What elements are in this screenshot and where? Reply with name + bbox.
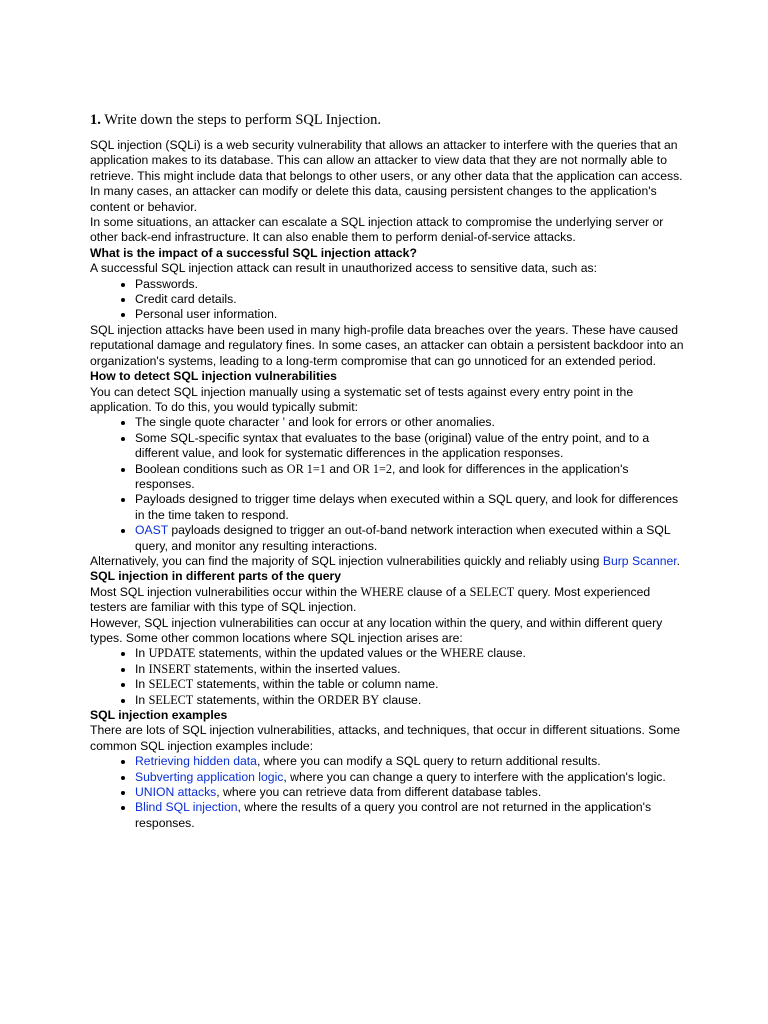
code-snippet: OR 1=2 bbox=[352, 461, 392, 476]
list-item: • Credit card details. bbox=[135, 292, 684, 307]
text: statements, within the bbox=[193, 692, 318, 707]
text: , and look for differences in the application's responses. bbox=[135, 461, 629, 491]
list-item: • Passwords. bbox=[135, 277, 684, 292]
text: and look for errors or other anomalies. bbox=[284, 415, 495, 430]
question-title bbox=[90, 110, 684, 130]
code-snippet: ORDER BY bbox=[317, 692, 380, 707]
text: The single quote character bbox=[135, 415, 283, 430]
list-item bbox=[135, 646, 684, 661]
code-snippet: UPDATE bbox=[148, 646, 196, 661]
text: statements, within the table or column name. bbox=[193, 677, 439, 692]
examples-list bbox=[90, 754, 684, 831]
text: . bbox=[676, 553, 681, 568]
text: , where you can change a query to interfere with the application's logic. bbox=[283, 769, 666, 784]
burp-scanner-link[interactable]: Burp Scanner bbox=[602, 553, 677, 568]
list-item bbox=[135, 785, 684, 800]
code-snippet: WHERE bbox=[440, 646, 484, 661]
examples-lead: There are lots of SQL injection vulnerabilities, attacks, and techniques, that occur in different situations. Some common SQL injection examples include: bbox=[90, 723, 681, 753]
text: , where you can modify a SQL query to return additional results. bbox=[256, 754, 601, 769]
code-snippet: SELECT bbox=[148, 677, 194, 692]
impact-lead: A successful SQL injection attack can result in unauthorized access to sensitive data, such as: bbox=[90, 261, 597, 276]
blind-sql-injection-link[interactable]: Blind SQL injection bbox=[135, 800, 238, 815]
text: Boolean conditions such as bbox=[135, 461, 287, 476]
detect-list bbox=[90, 415, 684, 554]
code-snippet: WHERE bbox=[360, 584, 404, 599]
list-item: • Payloads designed to trigger time delays when executed within a SQL query, and look for differences in the time taken to respond. bbox=[135, 492, 684, 523]
question-text: Write down the steps to perform SQL Injection. bbox=[100, 112, 381, 128]
list-item bbox=[135, 677, 684, 692]
text: statements, within the updated values or the bbox=[195, 646, 441, 661]
text: payloads designed to trigger an out-of-band network interaction when executed within a SQL query, and monitor any resulting interactions. bbox=[135, 523, 671, 553]
list-item bbox=[135, 770, 684, 785]
question-number: 1. bbox=[90, 112, 101, 128]
parts-paragraph-2: However, SQL injection vulnerabilities can occur at any location within the query, and within different query types. Some other common locations where SQL injection arises are: bbox=[90, 615, 663, 645]
detect-heading: How to detect SQL injection vulnerabilities bbox=[90, 369, 337, 384]
impact-list bbox=[90, 277, 684, 323]
text: Alternatively, you can find the majority of SQL injection vulnerabilities quickly and reliably using bbox=[90, 553, 603, 568]
impact-after: SQL injection attacks have been used in many high-profile data breaches over the years. These have caused reputational damage and regulatory fines. In some cases, an attacker can obtain a persistent backdoor into an organization's systems, leading to a long-term compromise that can go unnoticed for an extended period. bbox=[90, 322, 684, 368]
code-snippet: SELECT bbox=[148, 692, 194, 707]
intro-paragraph-1: SQL injection (SQLi) is a web security vulnerability that allows an attacker to interfere with the queries that an application makes to its database. This can allow an attacker to view data that they are not normally able to retrieve. This might include data that belongs to other users, or any other data that the application can access. In many cases, an attacker can modify or delete this data, causing persistent changes to the application's content or behavior. bbox=[90, 138, 683, 214]
impact-heading: What is the impact of a successful SQL injection attack? bbox=[90, 245, 417, 260]
text: In bbox=[135, 677, 149, 692]
code-snippet: INSERT bbox=[148, 661, 191, 676]
list-item bbox=[135, 462, 684, 493]
text: clause. bbox=[379, 692, 422, 707]
detect-after bbox=[90, 554, 684, 569]
parts-list bbox=[90, 646, 684, 708]
text: , where you can retrieve data from different database tables. bbox=[216, 785, 542, 800]
intro-paragraph-2: In some situations, an attacker can escalate a SQL injection attack to compromise the underlying server or other back-end infrastructure. It can also enable them to perform denial-of-service attacks. bbox=[90, 215, 664, 245]
list-item bbox=[135, 800, 684, 831]
text: clause of a bbox=[403, 584, 470, 599]
list-item bbox=[135, 415, 684, 430]
union-attacks-link[interactable]: UNION attacks bbox=[135, 785, 217, 800]
detect-lead: You can detect SQL injection manually using a systematic set of tests against every entry point in the application. To do this, you would typically submit: bbox=[90, 384, 634, 414]
text: , where the results of a query you control are not returned in the application's responses. bbox=[135, 800, 652, 830]
text: In bbox=[135, 646, 149, 661]
parts-paragraph-1 bbox=[90, 585, 684, 616]
code-snippet: ' bbox=[282, 415, 285, 430]
text: In bbox=[135, 661, 149, 676]
list-item: • Personal user information. bbox=[135, 307, 684, 322]
examples-heading: SQL injection examples bbox=[90, 708, 228, 723]
list-item bbox=[135, 754, 684, 769]
text: and bbox=[325, 461, 353, 476]
list-item bbox=[135, 693, 684, 708]
list-item bbox=[135, 523, 684, 554]
retrieving-hidden-data-link[interactable]: Retrieving hidden data bbox=[135, 754, 257, 769]
list-item: • Some SQL-specific syntax that evaluates to the base (original) value of the entry point, and to a different value, and look for systematic differences in the application responses. bbox=[135, 431, 684, 462]
code-snippet: SELECT bbox=[469, 584, 515, 599]
oast-link[interactable]: OAST bbox=[135, 523, 168, 538]
subverting-application-logic-link[interactable]: Subverting application logic bbox=[135, 769, 284, 784]
text: statements, within the inserted values. bbox=[190, 661, 401, 676]
code-snippet: OR 1=1 bbox=[286, 461, 326, 476]
list-item bbox=[135, 662, 684, 677]
parts-heading: SQL injection in different parts of the query bbox=[90, 569, 341, 584]
text: Most SQL injection vulnerabilities occur within the bbox=[90, 584, 361, 599]
text: clause. bbox=[483, 646, 526, 661]
text: query. Most experienced testers are familiar with this type of SQL injection. bbox=[90, 584, 651, 615]
text: In bbox=[135, 692, 149, 707]
